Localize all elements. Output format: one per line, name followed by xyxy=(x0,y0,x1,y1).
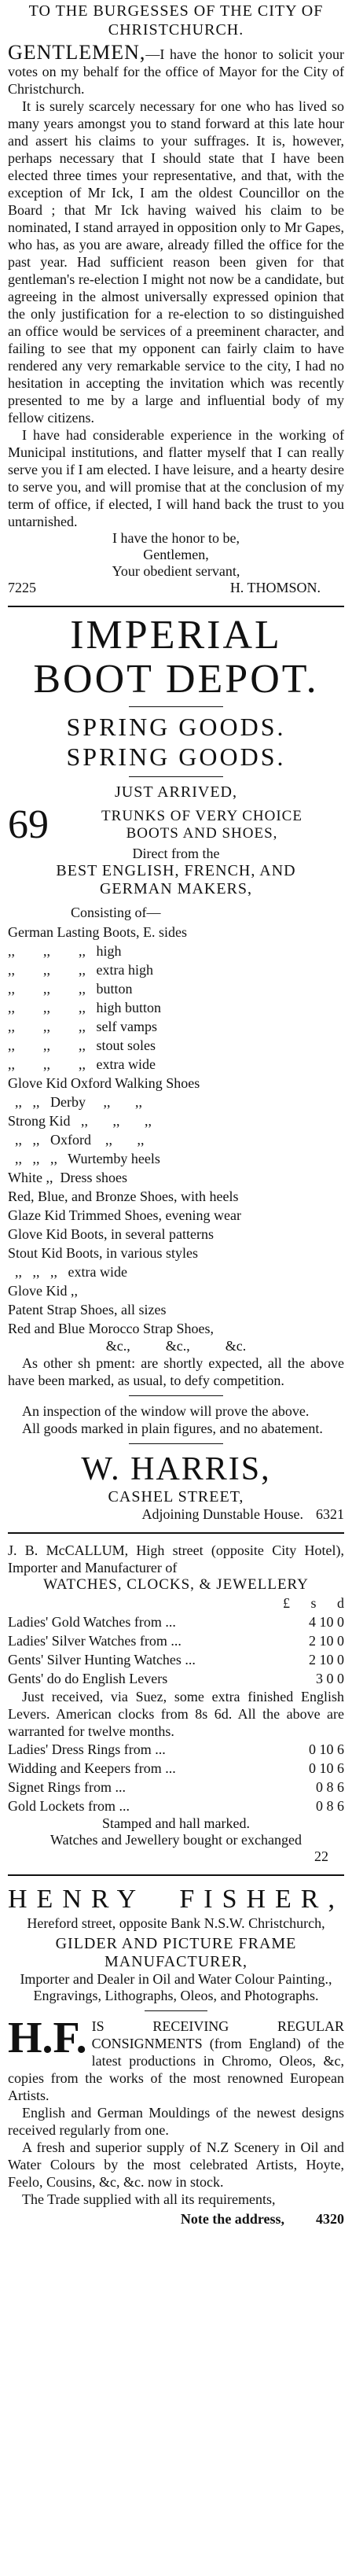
notice-paragraph-2: It is surely scarcely necessary for one who has lived so many years amongst you to stand forward at this late hour and assert his claims to your suffrages. It is, however, perhaps necessary that I should state that I have been elected three times your representative, and that, with the exception of Mr Ick, I am the oldest Councillor on the Board ; that Mr Ick having waived his claim to be nominated, I stand arrayed in opposition only to Mr Gapes, who has, as you are aware, already filled the office for the past year. Had sufficient reason been given for that gentleman's re-election I might not now be a candidate, but agreeing in the almost universally expressed opinion that the only justification for a re-election to so distinguished an office would be services of a preeminent character, and failing to see that my opponent can fairly claim to have rendered any very remarkable service to the city, I had no hesitation in accepting the invitation which was recently presented to me by a large and influential body of my fellow citizens. xyxy=(8,98,344,426)
divider xyxy=(8,1532,344,1534)
price-item: Widding and Keepers from ... xyxy=(8,1760,176,1776)
signature: H. THOMSON. xyxy=(229,580,321,595)
hf-initials: H.F. xyxy=(8,2014,87,2062)
price-value: 4 10 0 xyxy=(309,1614,344,1630)
price-row xyxy=(8,1797,344,1815)
trunks-line-1: TRUNKS OF VERY CHOICE xyxy=(101,808,302,824)
boot-list-item: ,, ,, ,, extra wide xyxy=(8,1264,127,1280)
watchmaker-ad xyxy=(8,1542,344,1865)
just-arrived: JUST ARRIVED, xyxy=(115,783,237,801)
trunk-count: 69 xyxy=(8,802,49,847)
price-item: Ladies' Silver Watches from ... xyxy=(8,1633,182,1649)
newspaper-column xyxy=(8,0,344,2228)
boot-list xyxy=(8,923,344,1338)
boot-list-item: ,, ,, ,, stout soles xyxy=(8,1037,156,1053)
price-value: 0 8 6 xyxy=(316,1779,344,1795)
price-column-header xyxy=(8,1594,344,1612)
price-value: 2 10 0 xyxy=(309,1633,344,1649)
salutation: GENTLEMEN, xyxy=(8,41,146,64)
boot-list-item: Glaze Kid Trimmed Shoes, evening wear xyxy=(8,1207,241,1223)
price-item: Gold Lockets from ... xyxy=(8,1798,130,1814)
gilder-heading-2: MANUFACTURER, xyxy=(104,1953,248,1970)
price-value: 2 10 0 xyxy=(309,1652,344,1668)
divider xyxy=(8,606,344,607)
boot-list-item: ,, ,, Derby ,, ,, xyxy=(8,1094,142,1110)
boot-list-item: Red, Blue, and Bronze Shoes, with heels xyxy=(8,1188,239,1204)
mouldings-note: English and German Mouldings of the newest designs received regularly from one. xyxy=(8,2105,344,2138)
gilder-ad xyxy=(8,1884,344,2004)
boot-list-item: Glove Kid Boots, in several patterns xyxy=(8,1226,214,1242)
boot-list-item: Patent Strap Shoes, all sizes xyxy=(8,1302,167,1317)
boot-list-item: ,, ,, ,, extra wide xyxy=(8,1056,156,1072)
boot-list-item: Stout Kid Boots, in various styles xyxy=(8,1245,199,1261)
merchant-name: W. HARRIS, xyxy=(81,1451,271,1487)
ad-title-1: IMPERIAL xyxy=(70,613,282,658)
notice-heading: TO THE BURGESSES OF THE CITY OF CHRISTCHURCH. xyxy=(28,2,324,39)
price-item: Gents' do do English Levers xyxy=(8,1671,168,1686)
boot-list-item: White ,, Dress shoes xyxy=(8,1170,127,1185)
closing-line-2: Gentlemen, xyxy=(143,547,209,562)
hf-lead-text: IS RECEIVING REGULAR CONSIGNMENTS (from England) of the latest productions in Chromo, Oleos, &c, copies from the works of the most renowned European Artists. xyxy=(8,2018,344,2103)
hf-consignment-ad xyxy=(8,2014,344,2228)
trunk-text xyxy=(60,808,344,842)
gilder-name: HENRY FISHER, xyxy=(8,1885,344,1914)
price-row xyxy=(8,1740,344,1759)
boot-list-item: Red and Blue Morocco Strap Shoes, xyxy=(8,1321,214,1336)
ad-reference: 22 xyxy=(314,1848,328,1864)
signature-row xyxy=(8,580,344,596)
price-row xyxy=(8,1778,344,1797)
price-value: 0 8 6 xyxy=(316,1798,344,1814)
boot-list-item: ,, ,, ,, high button xyxy=(8,1000,162,1015)
pence-header: d xyxy=(336,1595,344,1611)
shillings-header: s xyxy=(310,1595,317,1611)
mayor-election-notice xyxy=(8,0,344,596)
inspection-note: An inspection of the window will prove the above. xyxy=(22,1403,310,1419)
merchant-street: CASHEL STREET, xyxy=(108,1488,244,1505)
ad-reference: 6321 xyxy=(316,1506,344,1522)
watchmaker-intro: J. B. McCALLUM, High street (opposite City Hotel), Importer and Manufacturer of xyxy=(8,1542,344,1575)
note-address: Note the address, xyxy=(180,2211,284,2227)
boot-list-item: ,, ,, Oxford ,, ,, xyxy=(8,1132,145,1148)
price-value: 0 10 6 xyxy=(309,1760,344,1776)
currency-columns xyxy=(283,1594,344,1612)
notice-paragraph-1 xyxy=(8,41,344,98)
spring-goods-1: SPRING GOODS. xyxy=(66,713,286,741)
spring-goods-2: SPRING GOODS. xyxy=(66,743,286,771)
makers-line-1: BEST ENGLISH, FRENCH, AND xyxy=(56,862,296,879)
price-row xyxy=(8,1650,344,1669)
trunks-line-2: BOOTS AND SHOES, xyxy=(126,825,278,842)
divider xyxy=(129,1443,223,1444)
watchmaker-ref-row xyxy=(8,1848,344,1865)
ad-reference: 7225 xyxy=(8,580,36,595)
address-row xyxy=(8,2211,344,2228)
hf-lead-paragraph xyxy=(8,2014,344,2104)
divider xyxy=(8,1874,344,1876)
trunks-block xyxy=(8,802,344,847)
price-row xyxy=(8,1612,344,1631)
consisting-of: Consisting of— xyxy=(71,905,161,920)
boot-list-item: German Lasting Boots, E. sides xyxy=(8,924,187,940)
boot-list-item: Glove Kid Oxford Walking Shoes xyxy=(8,1075,200,1091)
divider xyxy=(145,2010,207,2011)
gilder-heading-1: GILDER AND PICTURE FRAME xyxy=(55,1935,297,1952)
price-item: Gents' Silver Hunting Watches ... xyxy=(8,1652,196,1668)
boot-list-item: Strong Kid ,, ,, ,, xyxy=(8,1113,152,1129)
ad-reference: 4320 xyxy=(316,2211,344,2227)
boot-list-item: ,, ,, ,, self vamps xyxy=(8,1019,157,1034)
divider xyxy=(129,776,223,777)
gilder-engravings: Engravings, Lithographs, Oleos, and Photographs. xyxy=(33,1988,319,2003)
makers-line-2: GERMAN MAKERS, xyxy=(99,880,253,897)
closing-line-1: I have the honor to be, xyxy=(112,530,240,546)
boot-list-item: ,, ,, ,, extra high xyxy=(8,962,153,978)
adjoining-row xyxy=(8,1506,344,1523)
ad-title-2: BOOT DEPOT. xyxy=(33,657,319,702)
boot-list-item: ,, ,, ,, Wurtemby heels xyxy=(8,1151,160,1166)
stock-note: A fresh and superior supply of N.Z Scenery in Oil and Water Colours by the most celebrated Artists, Hoyte, Feelo, Cousins, &c, &c. now in stock. xyxy=(8,2139,344,2190)
shipment-note: As other sh pment: are shortly expected, all the above have been marked, as usual, to defy competition. xyxy=(8,1355,344,1388)
bought-note: Watches and Jewellery bought or exchanged xyxy=(50,1832,302,1848)
boot-list-item: ,, ,, ,, high xyxy=(8,943,122,959)
notice-paragraph-3: I have had considerable experience in the working of Municipal institutions, and flatter myself that I can really serve you if I am elected. I have leisure, and a hearty desire to serve you, and will promise that at the conclusion of my term of office, if elected, I will hand back the trust to you untarnished. xyxy=(8,427,344,529)
trade-note: The Trade supplied with all its requirements, xyxy=(22,2191,276,2207)
adjoining-text: Adjoining Dunstable House. xyxy=(141,1506,303,1522)
boot-list-item: ,, ,, ,, button xyxy=(8,981,133,997)
watchmaker-heading: WATCHES, CLOCKS, & JEWELLERY xyxy=(43,1576,309,1593)
direct-from: Direct from the xyxy=(132,846,220,861)
price-value: 0 10 6 xyxy=(309,1741,344,1757)
closing-line-3: Your obedient servant, xyxy=(112,563,240,579)
divider xyxy=(129,1395,223,1396)
price-row xyxy=(8,1759,344,1778)
gilder-importer: Importer and Dealer in Oil and Water Colour Painting., xyxy=(20,1971,332,1987)
price-item: Ladies' Gold Watches from ... xyxy=(8,1614,176,1630)
boot-list-item: Glove Kid ,, xyxy=(8,1283,78,1299)
plain-figures-note: All goods marked in plain figures, and no abatement. xyxy=(22,1421,323,1436)
stamped-note: Stamped and hall marked. xyxy=(102,1815,250,1831)
price-value: 3 0 0 xyxy=(316,1671,344,1686)
price-row xyxy=(8,1669,344,1688)
price-item: Signet Rings from ... xyxy=(8,1779,126,1795)
ring-price-list xyxy=(8,1740,344,1815)
divider xyxy=(129,706,223,707)
etc-line: &c., &c., &c. xyxy=(105,1338,247,1354)
suez-note: Just received, via Suez, some extra finished English Levers. American clocks from 8s 6d. All the above are warranted for twelve months. xyxy=(8,1689,344,1739)
gilder-address: Hereford street, opposite Bank N.S.W. Christchurch, xyxy=(27,1915,325,1931)
price-row xyxy=(8,1631,344,1650)
price-item: Ladies' Dress Rings from ... xyxy=(8,1741,166,1757)
paragraph-text: —I have the honor to solicit your votes on my behalf for the office of Mayor for the City of Christchurch. xyxy=(8,46,344,97)
watch-price-list xyxy=(8,1612,344,1688)
pounds-header: £ xyxy=(283,1595,290,1611)
boot-depot-ad xyxy=(8,615,344,1523)
